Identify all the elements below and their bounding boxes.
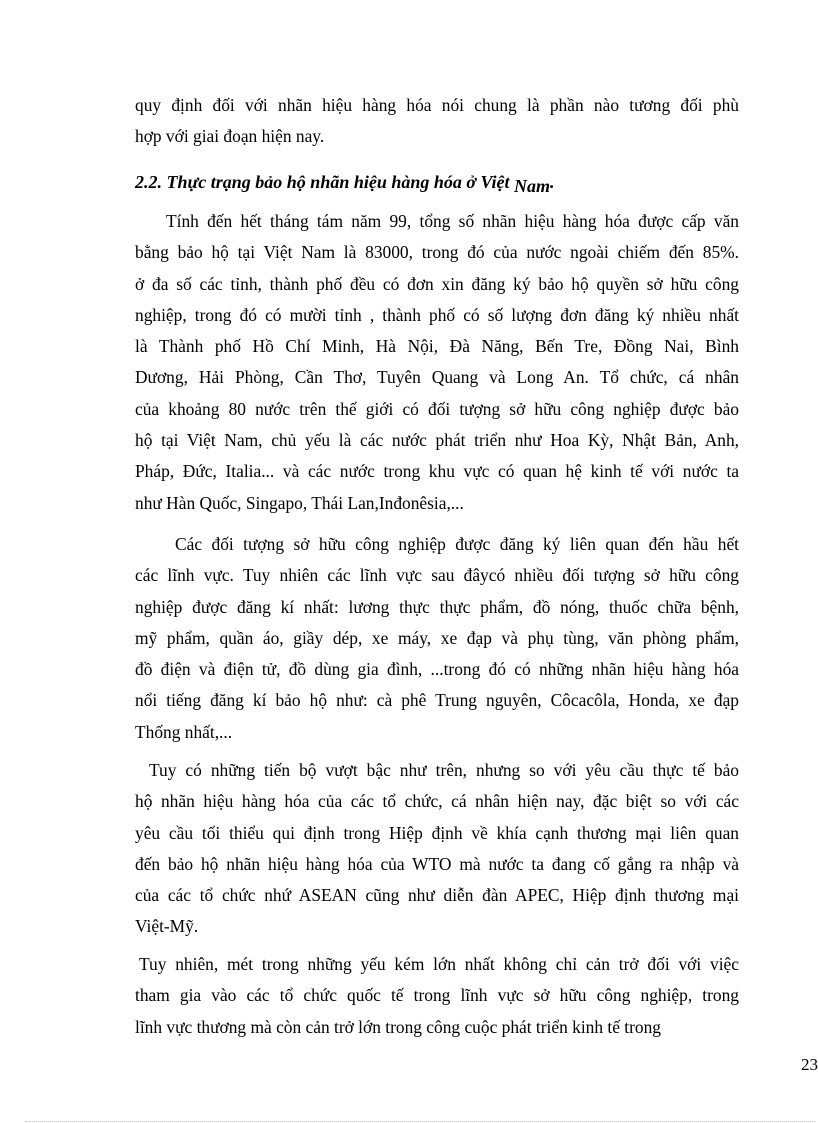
text-line: lĩnh vực thương mà còn cản trở lớn trong công cuộc phát triển kinh tế trong [135, 1016, 662, 1037]
text-line: bằng bảo hộ tại Việt Nam là 83000, trong đó của nước ngoài chiếm đến 85%. [135, 242, 739, 263]
text-line: Dương, Hải Phòng, Cần Thơ, Tuyên Quang và Long An. Tổ chức, cá nhân [135, 367, 739, 388]
text-line: là Thành phố Hồ Chí Minh, Hà Nội, Đà Năng, Bến Tre, Đồng Nai, Bình [135, 336, 739, 357]
text-line: Việt-Mỹ. [135, 916, 199, 937]
text-line: Pháp, Đức, Italia... và các nước trong khu vực có quan hệ kinh tế với nước ta [135, 461, 739, 482]
text-line: Tính đến hết tháng tám năm 99, tổng số nhãn hiệu hàng hóa được cấp văn [166, 211, 739, 231]
intro-paragraph [135, 90, 739, 153]
text-line: hộ nhãn hiệu hàng hóa của các tổ chức, cá nhân hiện nay, đặc biệt so với các [135, 791, 739, 812]
text-line: nghiệp được đăng kí nhất: lương thực thực phẩm, đồ nóng, thuốc chữa bệnh, [135, 596, 739, 617]
text-line: như Hàn Quốc, Singapo, Thái Lan,Inđonêsia,... [135, 492, 464, 513]
text-line: nổi tiếng đăng kí bảo hộ như: cà phê Trung nguyên, Côcacôla, Honda, xe đạp [135, 690, 739, 711]
paragraph-3 [135, 755, 739, 943]
text-line: đến bảo hộ nhãn hiệu hàng hóa của WTO mà nước ta đang cố gắng ra nhập và [135, 853, 739, 874]
text-line: tham gia vào các tổ chức quốc tế trong lĩnh vực sở hữu công nghiệp, trong [135, 985, 739, 1006]
heading-text-tail: Nam [514, 176, 551, 196]
section-heading [135, 172, 555, 196]
paragraph-4 [135, 949, 739, 1043]
text-line: yêu cầu tối thiểu qui định trong Hiệp định về khía cạnh thương mại liên quan [135, 822, 739, 843]
heading-period: . [550, 172, 555, 192]
text-line: Tuy nhiên, mét trong những yếu kém lớn nhất không chỉ cản trở đối với việc [139, 954, 739, 974]
text-line: của khoảng 80 nước trên thế giới có đối tượng sở hữu công nghiệp được bảo [135, 398, 739, 419]
text-line: đồ điện và điện tử, đồ dùng gia đình, ...trong đó có những nhãn hiệu hàng hóa [135, 659, 739, 680]
text-line: mỹ phẩm, quần áo, giầy dép, xe máy, xe đạp và phụ tùng, văn phòng phẩm, [135, 627, 739, 648]
page-break-divider [25, 1121, 815, 1122]
paragraph-1 [135, 206, 739, 519]
text-line: hợp với giai đoạn hiện nay. [135, 126, 325, 147]
text-line: các lĩnh vực. Tuy nhiên các lĩnh vực sau đâycó nhiều đối tượng sở hữu công [135, 565, 739, 586]
text-line: Các đối tượng sở hữu công nghiệp được đăng ký liên quan đến hầu hết [175, 534, 739, 554]
heading-text: 2.2. Thực trạng bảo hộ nhãn hiệu hàng hóa ở Việt [135, 172, 515, 192]
page-number: 23 [801, 1055, 818, 1074]
paragraph-2 [135, 529, 739, 748]
text-line: Tuy có những tiến bộ vượt bậc như trên, nhưng so với yêu cầu thực tế bảo [149, 760, 739, 780]
text-line: Thống nhất,... [135, 721, 233, 742]
text-line: ở đa số các tỉnh, thành phố đều có đơn xin đăng ký bảo hộ quyền sở hữu công [135, 273, 739, 294]
text-line: hộ tại Việt Nam, chủ yếu là các nước phát triển như Hoa Kỳ, Nhật Bản, Anh, [135, 430, 739, 451]
text-line: của các tổ chức nhứ ASEAN cũng như diễn đàn APEC, Hiệp định thương mại [135, 885, 739, 906]
text-line: nghiệp, trong đó có mười tỉnh , thành phố có số lượng đơn đăng ký nhiều nhất [135, 304, 739, 325]
text-line: quy định đối với nhãn hiệu hàng hóa nói chung là phần nào tương đối phù [135, 95, 739, 115]
